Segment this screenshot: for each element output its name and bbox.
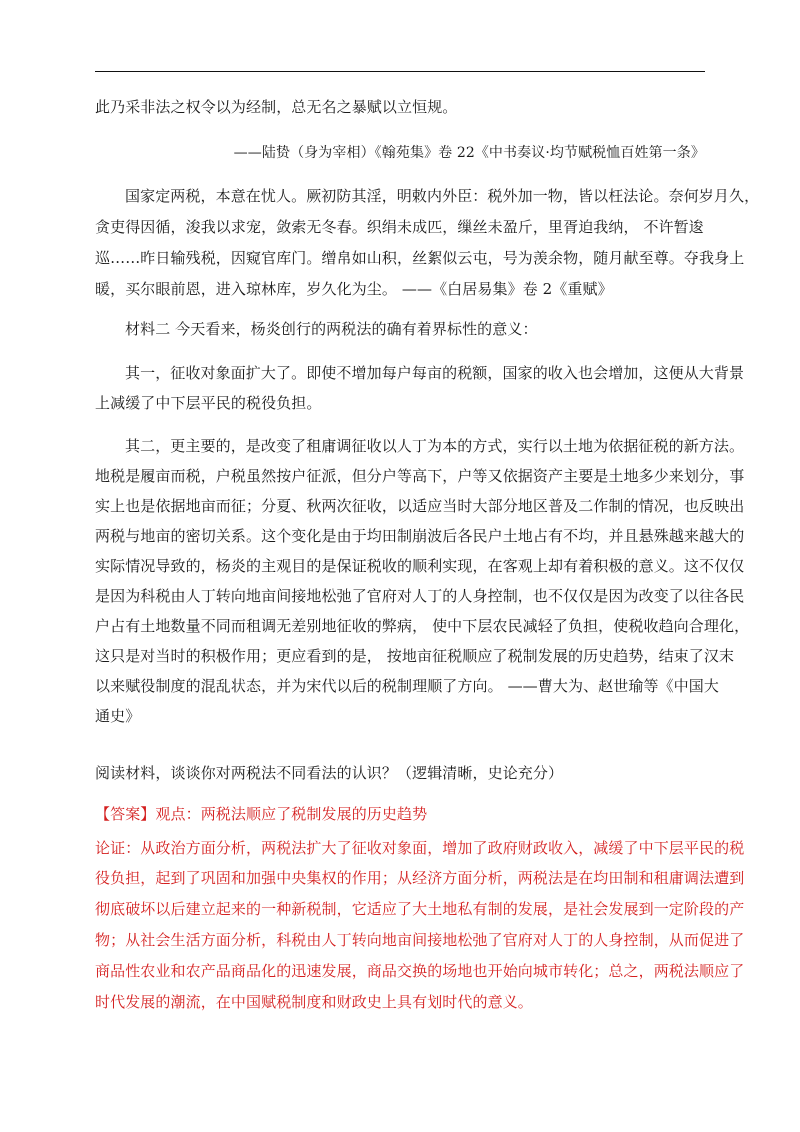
quote-2-line: 国家定两税，本意在忧人。厥初防其淫，明敕内外臣：税外加一物，皆以枉法论。奈何岁月久， [125, 187, 760, 205]
paragraph-line: 户占有土地数量不同而租调无差别地征收的弊病， 使中下层农民减轻了负担，使税收趋向合理化， [95, 617, 750, 635]
answer-line: 彻底破坏以后建立起来的一种新税制，它适应了大土地私有制的发展，是社会发展到一定阶段的产 [95, 900, 745, 918]
paragraph-line: 以来赋役制度的混乱状态，并为宋代以后的税制理顺了方向。 ——曹大为、赵世瑜等《中国大 [95, 677, 719, 695]
answer-viewpoint: 观点：两税法顺应了税制发展的历史趋势 [155, 805, 428, 823]
answer-heading-row [95, 803, 705, 824]
answer-line: 役负担，起到了巩固和加强中央集权的作用；从经济方面分析，两税法是在均田制和租庸调法遭到 [95, 869, 745, 887]
answer-tag: 【答案】 [95, 805, 156, 823]
paragraph-line: 两税与地亩的密切关系。这个变化是由于均田制崩波后各民户土地占有不均，并且悬殊越来越大的 [95, 527, 745, 545]
paragraph-line: 实际情况导致的，杨炎的主观目的是保证税收的顺利实现，在客观上却有着积极的意义。这不仅仅 [95, 557, 745, 575]
quote-2-line: 贪吏得因循，浚我以求宠，敛索无冬春。织绢未成匹，缫丝未盈斤，里胥迫我纳， 不许暂逡 [95, 218, 704, 236]
answer-line: 商品性农业和农产品商品化的迅速发展，商品交换的场地也开始向城市转化；总之，两税法顺应了 [95, 962, 745, 980]
quote-1-text: 此乃采非法之权令以为经制，总无名之暴赋以立恒规。 [95, 98, 458, 116]
question-row [95, 762, 705, 783]
paragraph-line: 是因为科税由人丁转向地亩间接地松弛了官府对人丁的人身控制，也不仅仅是因为改变了以往各民 [95, 587, 745, 605]
answer-line: 时代发展的潮流，在中国赋税制度和财政史上具有划时代的意义。 [95, 993, 533, 1011]
paragraph-line: 上减缓了中下层平民的税役负担。 [95, 394, 322, 412]
paragraph-line: 实上也是依据地亩而征；分夏、秋两次征收，以适应当时大部分地区普及二作制的情况，也反映出 [95, 497, 745, 515]
answer-line: 论证：从政治方面分析，两税法扩大了征收对象面，增加了政府财政收入，减缓了中下层平民的税 [95, 839, 745, 857]
quote-1-source: ——陆贽（身为宰相）《翰苑集》卷 22《中书奏议·均节赋税恤百姓第一条》 [233, 145, 705, 161]
quote-2-line: 暖，买尔眼前恩，进入琼林库，岁久化为尘。 ——《白居易集》卷 2《重赋》 [95, 280, 613, 298]
quote-2-line: 巡……昨日输残税，因窥官库门。缯帛如山积，丝絮似云屯，号为羡余物，随月献至尊。夺我身上 [95, 249, 745, 267]
material-2-intro-row [95, 318, 705, 339]
paragraph-line: 这只是对当时的积极作用；更应看到的是， 按地亩征税顺应了税制发展的历史趋势，结束了汉末 [95, 647, 735, 665]
quote-1-source-row [95, 142, 705, 162]
paragraph-line: 地税是履亩而税，户税虽然按户征派，但分户等高下，户等又依据资产主要是土地多少来划分，事 [95, 467, 745, 485]
question-text: 阅读材料，谈谈你对两税法不同看法的认识？（逻辑清晰，史论充分） [95, 764, 564, 782]
answer-line: 物；从社会生活方面分析，科税由人丁转向地亩间接地松弛了官府对人丁的人身控制，从而促进了 [95, 931, 745, 949]
material-2-intro: 材料二 今天看来，杨炎创行的两税法的确有着界标性的意义： [125, 320, 538, 338]
quote-1 [95, 96, 705, 117]
header-rule [95, 71, 705, 72]
paragraph-line: 其二，更主要的，是改变了租庸调征收以人丁为本的方式，实行以土地为依据征税的新方法。 [125, 437, 745, 455]
paragraph-line: 通史》 [95, 707, 141, 725]
paragraph-line: 其一，征收对象面扩大了。即使不增加每户每亩的税额，国家的收入也会增加，这便从大背景 [125, 364, 745, 382]
